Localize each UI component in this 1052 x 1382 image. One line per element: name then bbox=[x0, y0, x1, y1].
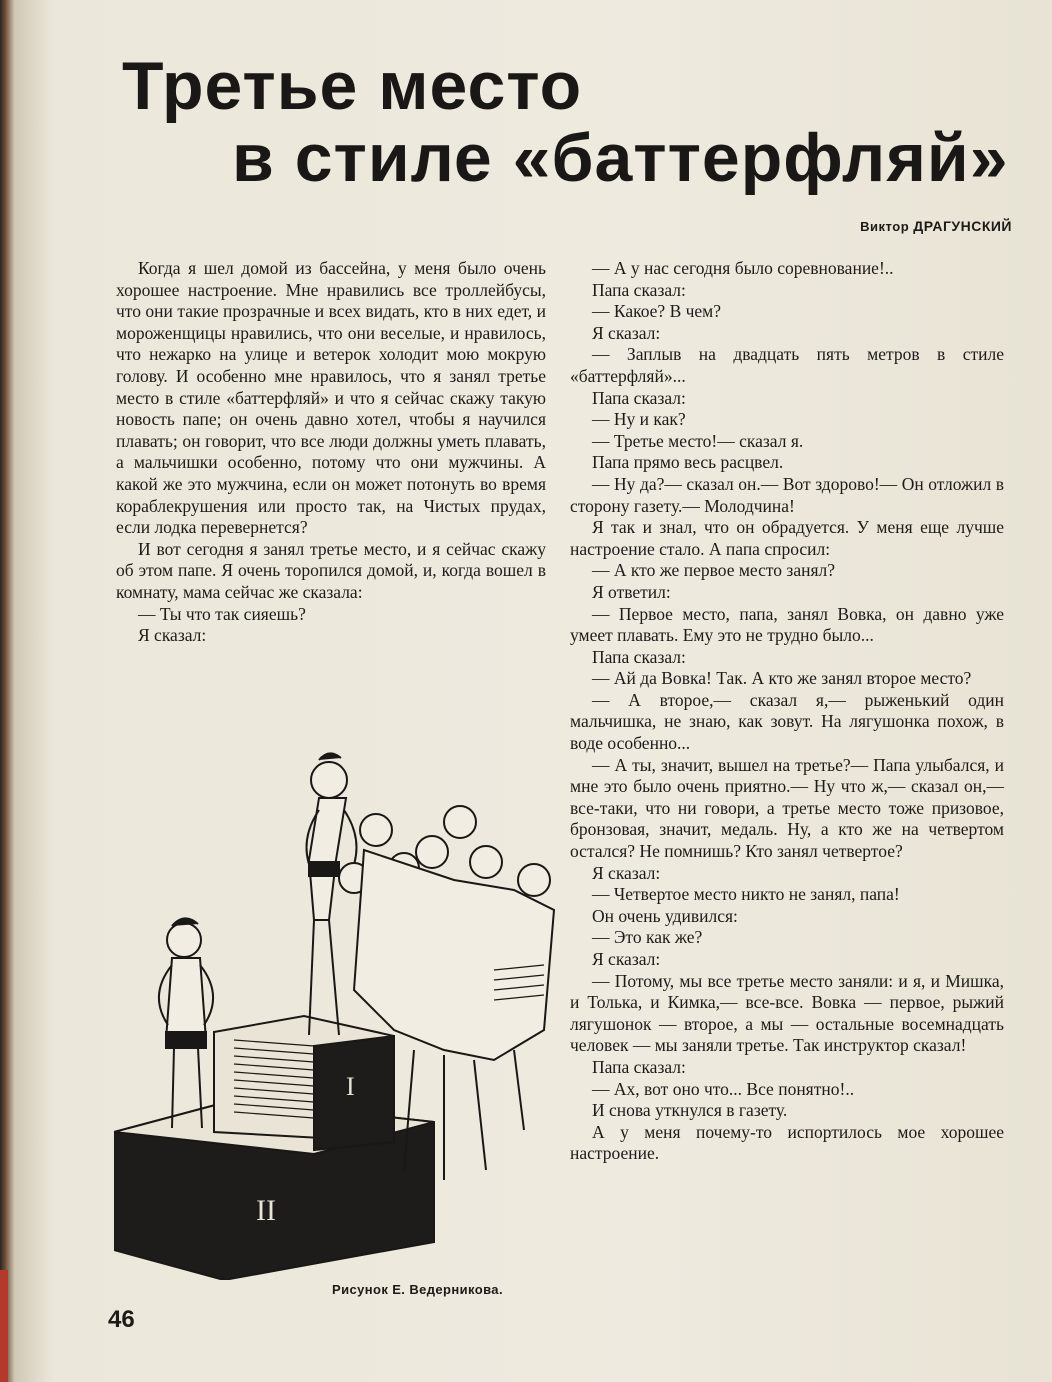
binding-edge bbox=[0, 0, 14, 1382]
paragraph: Я так и знал, что он обрадуется. У меня еще лучше настроение стало. А папа спросил: bbox=[570, 517, 1004, 559]
swimmers-podium-illustration bbox=[114, 750, 574, 1280]
swimmer-second bbox=[159, 918, 213, 1128]
paragraph: — А ты, значит, вышел на третье?— Папа улыбался, и мне это было очень приятно.— Ну что ж,— сказал он,— все-таки, что ни говори, а третье место тоже призовое, бронзовая, значит, медаль. Ну, а кто же на четвертом остался? Не помнишь? Кто занял четвертое? bbox=[570, 754, 1004, 862]
page-number: 46 bbox=[108, 1306, 135, 1333]
paragraph: — А кто же первое место занял? bbox=[592, 560, 836, 581]
paragraph: — Это как же? bbox=[592, 927, 703, 948]
paragraph: — Ну и как? bbox=[592, 409, 686, 430]
paragraph: Папа сказал: bbox=[592, 387, 686, 408]
paragraph: — Четвертое место никто не занял, папа! bbox=[592, 884, 900, 905]
paragraph: — Заплыв на двадцать пять метров в стиле «баттерфляй»... bbox=[570, 344, 1004, 386]
paragraph: А у меня почему-то испортилось мое хорошее настроение. bbox=[570, 1121, 1004, 1164]
paragraph: Я ответил: bbox=[592, 581, 671, 602]
podium-label-first: I bbox=[346, 1072, 355, 1101]
paragraph: — Ах, вот оно что... Все понятно!.. bbox=[592, 1078, 855, 1099]
paragraph: — Какое? В чем? bbox=[592, 301, 722, 322]
paragraph: — Третье место!— сказал я. bbox=[592, 430, 804, 451]
swimmer-winner bbox=[307, 753, 357, 1035]
paragraph: — А второе,— сказал я,— рыженький один мальчишка, не знаю, как зовут. На лягушонка похож, в воде особенно... bbox=[570, 689, 1004, 754]
paragraph: Я сказал: bbox=[592, 862, 661, 883]
paragraph: Я сказал: bbox=[592, 322, 661, 343]
podium-label-second: II bbox=[256, 1194, 276, 1227]
paragraph: Папа сказал: bbox=[592, 279, 686, 300]
paragraph: — Ну да?— сказал он.— Вот здорово!— Он отложил в сторону газету.— Молодчина! bbox=[570, 473, 1004, 516]
title-line-2: в стиле «баттерфляй» bbox=[232, 120, 1009, 196]
paragraph: Я сказал: bbox=[592, 949, 661, 969]
text-column-left bbox=[116, 258, 546, 647]
text-column-right bbox=[570, 258, 1004, 1165]
paragraph: — А у нас сегодня было соревнование!.. bbox=[592, 258, 894, 278]
paragraph: Папа сказал: bbox=[592, 646, 686, 667]
paragraph: Папа сказал: bbox=[592, 1056, 686, 1077]
illustration-caption: Рисунок Е. Ведерникова. bbox=[332, 1282, 503, 1297]
paragraph: Он очень удивился: bbox=[592, 905, 738, 926]
paragraph: И снова уткнулся в газету. bbox=[592, 1100, 788, 1121]
author-byline bbox=[832, 218, 1012, 234]
paragraph: Когда я шел домой из бассейна, у меня было очень хорошее настроение. Мне нравились все троллейбусы, что они такие прозрачные и всех видать, кто в них едет, и мороженщицы нравились, что они веселые, и нравилось, что нежарко на улице и ветерок холодит мою мокрую голову. И особенно мне нравилось, что я занял третье место в стиле «баттерфляй» и что я сейчас скажу такую новость папе; он очень давно хотел, чтобы я научился плавать; он говорит, что все люди должны уметь плавать, а мальчишки особенно, потому что они мужчины. А какой же это мужчина, если он может потонуть во время кораблекрушения или просто так, на Чистых прудах, если лодка перевернется? bbox=[116, 258, 546, 538]
paragraph: Папа прямо весь расцвел. bbox=[592, 452, 784, 473]
title-line-1: Третье место bbox=[122, 48, 583, 124]
paragraph: — Ай да Вовка! Так. А кто же занял второе место? bbox=[592, 668, 972, 689]
author-first-name: Виктор bbox=[860, 219, 910, 234]
binding-red-strip bbox=[0, 1270, 8, 1382]
magazine-page bbox=[14, 0, 1052, 1382]
paragraph: — Ты что так сияешь? bbox=[138, 603, 306, 624]
paragraph: Я сказал: bbox=[138, 625, 207, 646]
paragraph: И вот сегодня я занял третье место, и я сейчас скажу об этом папе. Я очень торопился домой, и, когда вошел в комнату, мама сейчас же сказала: bbox=[116, 538, 546, 602]
paragraph: — Потому, мы все третье место заняли: и я, и Мишка, и Толька, и Кимка,— все-все. Вовка — первое, рыжий лягушонок — второе, а мы — остальные восемнадцать человек — мы заняли третье. Так инструктор сказал! bbox=[570, 970, 1004, 1056]
author-last-name: ДРАГУНСКИЙ bbox=[913, 218, 1012, 234]
paragraph: — Первое место, папа, занял Вовка, он давно уже умеет плавать. Ему это не трудно было... bbox=[570, 603, 1004, 646]
